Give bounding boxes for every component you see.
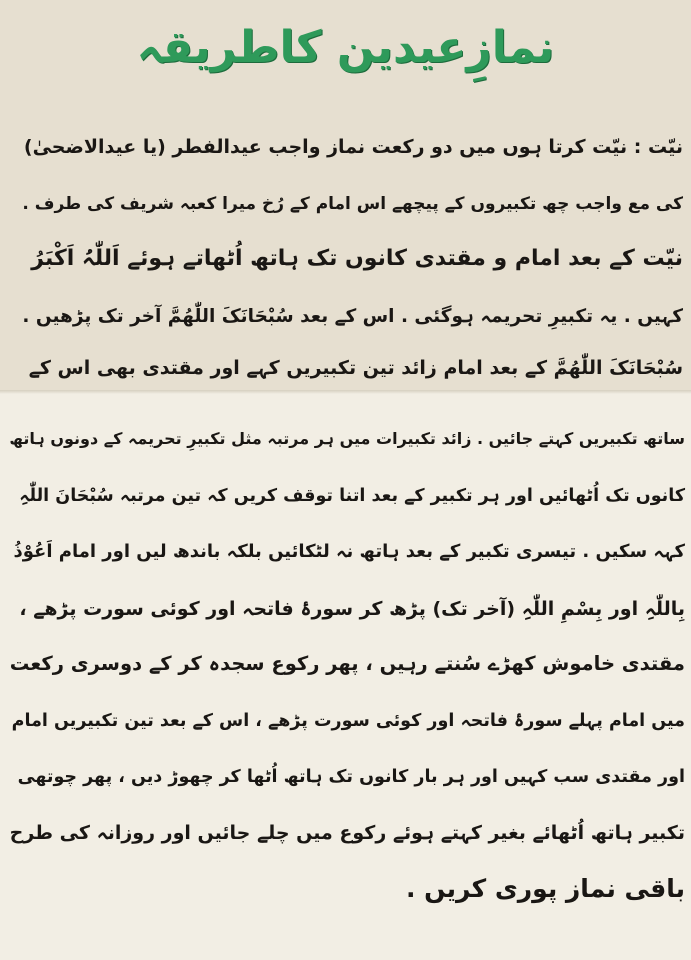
text-line: کہہ سکیں . تیسری تکبیر کے بعد ہاتھ نہ لٹکائیں بلکہ باندھ لیں اور امام اَعُوْذُ (13, 541, 685, 562)
text-line: میں امام پہلے سورۂ فاتحہ اور کوئی سورت پڑھے ، اس کے بعد تین تکبیریں امام (11, 711, 685, 731)
text-line: کانوں تک اُٹھائیں اور ہر تکبیر کے بعد اتنا توقف کریں کہ تین مرتبہ سُبْحَانَ اللّٰہِ (19, 486, 685, 506)
text-line: مقتدی خاموش کھڑے سُنتے رہیں ، پھر رکوع سجدہ کر کے دوسری رکعت (9, 652, 685, 675)
text-line: تکبیر ہاتھ اُٹھائے بغیر کہتے ہوئے رکوع میں چلے جائیں اور روزانہ کی طرح (9, 822, 685, 844)
text-line: نیّت : نیّت کرتا ہوں میں دو رکعت نماز واجب عیدالفطر (یا عیدالاضحیٰ) (23, 136, 683, 158)
text-line: کی مع واجب چھ تکبیروں کے پیچھے اس امام کے رُخ میرا کعبہ شریف کی طرف . (22, 194, 683, 214)
page-title: نمازِعیدین کاطریقہ (136, 22, 555, 73)
text-line: ساتھ تکبیریں کہتے جائیں . زائد تکبیرات میں ہر مرتبہ مثل تکبیرِ تحریمہ کے دونوں ہاتھ (9, 429, 685, 448)
text-line: نیّت کے بعد امام و مقتدی کانوں تک ہاتھ اُٹھاتے ہوئے اَللّٰہُ اَکْبَرُ (31, 246, 683, 271)
text-line: باقی نماز پوری کریں . (405, 874, 685, 903)
text-line: کہیں . یہ تکبیرِ تحریمہ ہوگئی . اس کے بعد سُبْحَانَکَ اللّٰھُمَّ آخر تک پڑھیں . (22, 306, 683, 327)
text-line: اور مقتدی سب کہیں اور ہر بار کانوں تک ہاتھ اُٹھا کر چھوڑ دیں ، پھر چوتھی (17, 767, 685, 787)
text-line: سُبْحَانَکَ اللّٰھُمَّ کے بعد امام زائد تین تکبیریں کہے اور مقتدی بھی اس کے (28, 357, 683, 379)
text-line: بِاللّٰہِ اور بِسْمِ اللّٰہِ (آخر تک) پڑھ کر سورۂ فاتحہ اور کوئی سورت پڑھے ، (19, 598, 685, 620)
